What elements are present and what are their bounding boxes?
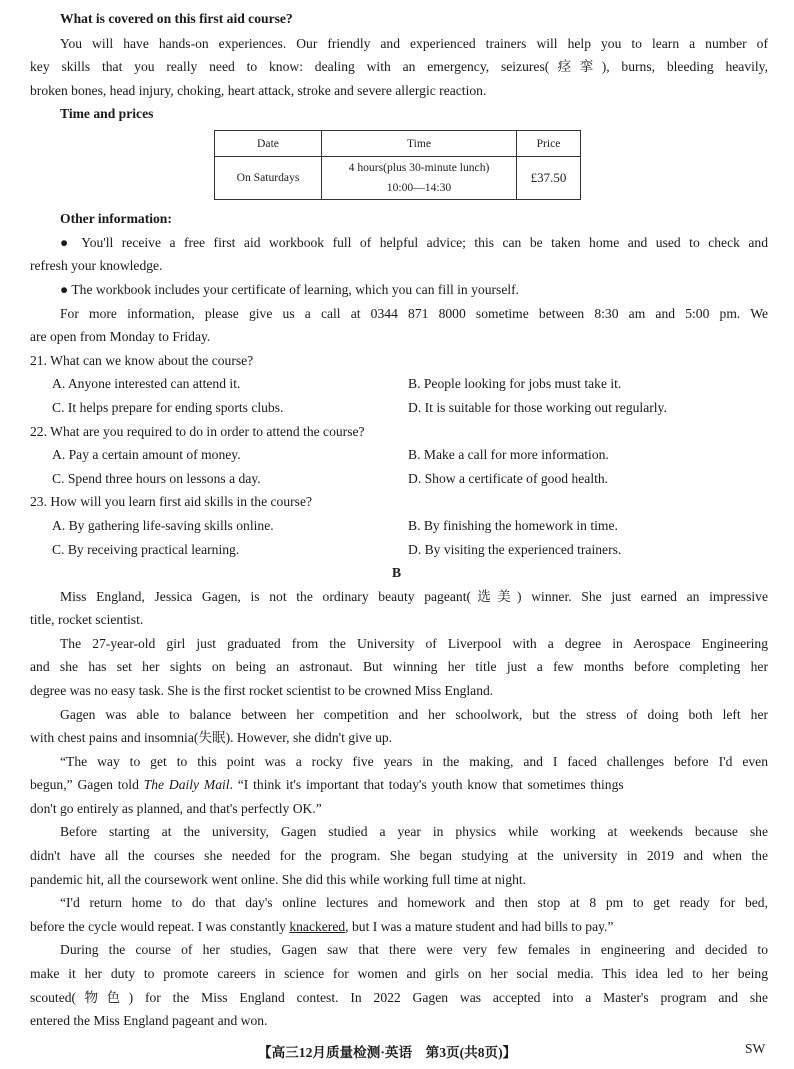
other-line-3: ● The workbook includes your certificate of learning, which you can fill in yourself.: [60, 282, 520, 297]
cell-date: On Saturdays: [215, 157, 322, 200]
b-line-14: “I'd return home to do that day's online lectures and homework and then stop at 8 pm to get ready for bed,: [60, 895, 768, 910]
b-line-7: with chest pains and insomnia(失眠). However, she didn't give up.: [30, 730, 393, 745]
cell-time: [322, 157, 517, 200]
heading-time-prices: Time and prices: [60, 106, 154, 121]
newspaper-name: The Daily Mail: [143, 777, 230, 792]
question-23-stem: 23. How will you learn first aid skills in the course?: [30, 494, 313, 509]
q21-option-a-text: A. Anyone interested can attend it.: [52, 376, 241, 391]
covered-line-3: broken bones, head injury, choking, heart attack, stroke and severe allergic reaction.: [30, 83, 487, 98]
page-footer: [0, 1041, 794, 1061]
question-22-stem: 22. What are you required to do in order to attend the course?: [30, 424, 365, 439]
cell-time-line2: 10:00—14:30: [386, 181, 452, 194]
underlined-word: knackered: [289, 919, 346, 934]
b-line-10: don't go entirely as planned, and that's perfectly OK.”: [30, 801, 322, 816]
q22-option-a: [52, 445, 790, 465]
other-line-4: For more information, please give us a call at 0344 871 8000 sometime between 8:30 am and 5:00 pm. We: [60, 306, 768, 321]
q23-option-b: B. By finishing the homework in time.: [408, 518, 618, 533]
q22-option-b: B. Make a call for more information.: [408, 447, 609, 462]
other-line-1: ● You'll receive a free first aid workbook full of helpful advice; this can be taken home and used to check and: [60, 235, 768, 250]
q21-option-a: [52, 374, 790, 394]
q21-option-c-text: C. It helps prepare for ending sports clubs.: [52, 400, 284, 415]
b-line-15: [30, 917, 768, 937]
b-line-17: make it her duty to promote careers in science for women and girls on her social media. This idea led to her being: [30, 966, 768, 981]
b-line-9-pre: begun,” Gagen told: [30, 777, 144, 792]
q23-option-a: [52, 516, 790, 536]
header-time: Time: [322, 131, 517, 157]
b-line-19: entered the Miss England pageant and won.: [30, 1013, 268, 1028]
b-line-8: “The way to get to this point was a rocky five years in the making, and I faced challenges before I'd even: [60, 754, 768, 769]
other-line-5: are open from Monday to Friday.: [30, 329, 211, 344]
b-line-16: During the course of her studies, Gagen saw that there were very few females in engineering and decided to: [60, 942, 768, 957]
b-line-1: Miss England, Jessica Gagen, is not the ordinary beauty pageant(选美) winner. She just earned an impressive: [60, 589, 768, 604]
q22-option-d: D. Show a certificate of good health.: [408, 471, 609, 486]
q23-option-a-text: A. By gathering life-saving skills online.: [52, 518, 274, 533]
time-price-table: [214, 130, 581, 200]
header-date: Date: [215, 131, 322, 157]
q22-option-c-text: C. Spend three hours on lessons a day.: [52, 471, 261, 486]
b-line-3: The 27-year-old girl just graduated from the University of Liverpool with a degree in Aerospace Engineering: [60, 636, 768, 651]
b-line-15-post: , but I was a mature student and had bills to pay.”: [345, 919, 614, 934]
table-row: [215, 157, 581, 200]
covered-line-1: You will have hands-on experiences. Our friendly and experienced trainers will help you to learn a number of: [60, 36, 768, 51]
table-header-row: [215, 131, 581, 157]
b-line-2: title, rocket scientist.: [30, 612, 144, 627]
cell-time-line1: 4 hours(plus 30-minute lunch): [348, 161, 490, 174]
b-line-9-post: . “I think it's important that today's youth know that sometimes things: [229, 777, 624, 792]
b-line-5: degree was no easy task. She is the first rocket scientist to be crowned Miss England.: [30, 683, 494, 698]
header-price: Price: [517, 131, 581, 157]
footer-center: 【高三12月质量检测·英语 第3页(共8页)】: [258, 1045, 517, 1060]
q23-option-c-text: C. By receiving practical learning.: [52, 542, 240, 557]
section-b-label: B: [392, 565, 402, 580]
q21-option-d: D. It is suitable for those working out regularly.: [408, 400, 667, 415]
b-line-11: Before starting at the university, Gagen studied a year in physics while working at weekends because she: [60, 824, 768, 839]
heading-other-info: Other information:: [60, 211, 172, 226]
q23-option-c: [52, 540, 790, 560]
b-line-15-pre: before the cycle would repeat. I was constantly: [30, 919, 290, 934]
heading-covered: What is covered on this first aid course?: [60, 11, 293, 26]
b-line-12: didn't have all the courses she needed for the program. She began studying at the university in 2019 and when the: [30, 848, 768, 863]
b-line-4: and she has set her sights on being an astronaut. But winning her title just a few months before completing her: [30, 659, 768, 674]
b-line-13: pandemic hit, all the coursework went online. She did this while working full time at night.: [30, 872, 527, 887]
q22-option-c: [52, 469, 790, 489]
b-line-6: Gagen was able to balance between her competition and her schoolwork, but the stress of doing both left her: [60, 707, 768, 722]
b-line-18: scouted(物色) for the Miss England contest. In 2022 Gagen was accepted into a Master's program and she: [30, 990, 768, 1005]
question-21-stem: 21. What can we know about the course?: [30, 353, 254, 368]
covered-line-2: key skills that you really need to know: dealing with an emergency, seizures(痉挛), burns, bleeding heavily,: [30, 59, 768, 74]
q21-option-c: [52, 398, 790, 418]
other-line-2: refresh your knowledge.: [30, 258, 163, 273]
q22-option-a-text: A. Pay a certain amount of money.: [52, 447, 241, 462]
cell-price: £37.50: [517, 157, 581, 200]
q21-option-b: B. People looking for jobs must take it.: [408, 376, 622, 391]
q23-option-d: D. By visiting the experienced trainers.: [408, 542, 622, 557]
footer-code: SW: [745, 1041, 766, 1056]
b-line-9: [30, 775, 768, 795]
